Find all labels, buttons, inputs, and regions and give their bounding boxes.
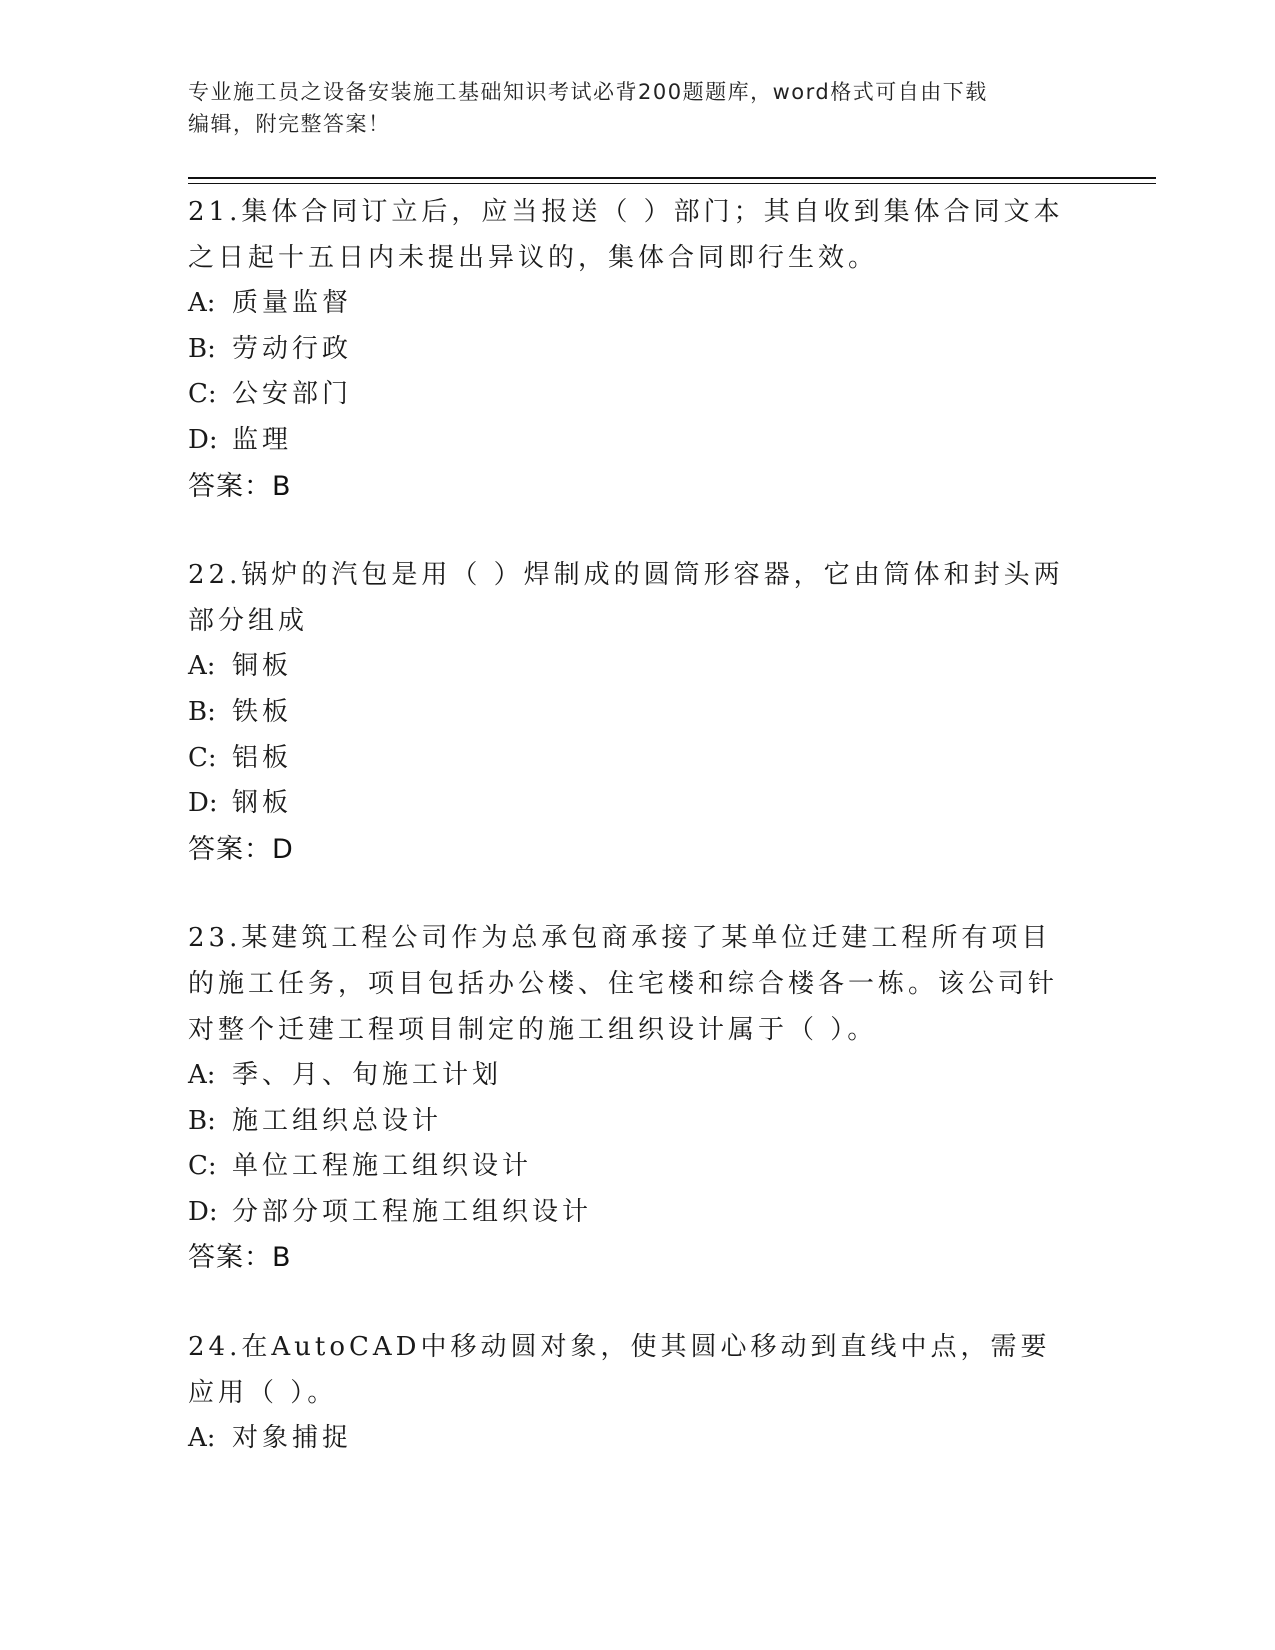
question-stem: 24.在AutoCAD中移动圆对象，使其圆心移动到直线中点，需要应用（ ）。 <box>188 1332 1051 1408</box>
option-letter: C: <box>188 379 217 410</box>
option-text: 铜板 <box>232 651 293 682</box>
header-divider-thick <box>188 177 1156 179</box>
answer-line: 答案：B <box>188 470 292 502</box>
option-c <box>188 1144 1078 1190</box>
option-text: 对象捕捉 <box>232 1423 353 1454</box>
option-text: 季、月、旬施工计划 <box>232 1060 503 1091</box>
option-a <box>188 644 1078 690</box>
option-letter: C: <box>188 742 217 773</box>
option-a <box>188 1416 1078 1462</box>
header-divider-thin <box>188 183 1156 184</box>
option-b <box>188 1099 1078 1145</box>
option-text: 劳动行政 <box>232 333 353 364</box>
option-b <box>188 690 1078 736</box>
option-letter: B: <box>188 333 216 364</box>
header-title-line-2: 编辑，附完整答案！ <box>188 112 391 136</box>
question-24 <box>188 1325 1078 1462</box>
option-a <box>188 281 1078 327</box>
option-text: 公安部门 <box>232 379 353 410</box>
option-letter: A: <box>188 1423 216 1454</box>
question-23 <box>188 916 1078 1281</box>
option-letter: A: <box>188 651 216 682</box>
option-b <box>188 327 1078 373</box>
option-letter: D: <box>188 788 218 819</box>
option-c <box>188 736 1078 782</box>
option-letter: B: <box>188 696 216 727</box>
document-header <box>188 76 1068 140</box>
option-letter: A: <box>188 288 216 319</box>
option-letter: D: <box>188 424 218 455</box>
option-text: 施工组织总设计 <box>232 1105 443 1136</box>
option-text: 分部分项工程施工组织设计 <box>232 1196 593 1227</box>
option-c <box>188 372 1078 418</box>
option-text: 单位工程施工组织设计 <box>232 1151 533 1182</box>
option-text: 钢板 <box>232 788 293 819</box>
option-text: 铝板 <box>232 742 293 773</box>
option-text: 铁板 <box>232 696 293 727</box>
option-a <box>188 1053 1078 1099</box>
option-letter: A: <box>188 1060 216 1091</box>
question-stem: 23.某建筑工程公司作为总承包商承接了某单位迁建工程所有项目的施工任务，项目包括办公楼、住宅楼和综合楼各一栋。该公司针对整个迁建工程项目制定的施工组织设计属于（ ）。 <box>188 923 1059 1045</box>
option-d <box>188 781 1078 827</box>
option-letter: B: <box>188 1105 216 1136</box>
question-22 <box>188 553 1078 872</box>
option-letter: D: <box>188 1196 218 1227</box>
option-d <box>188 418 1078 464</box>
question-stem: 21.集体合同订立后，应当报送（ ）部门；其自收到集体合同文本之日起十五日内未提出异议的，集体合同即行生效。 <box>188 197 1064 273</box>
option-letter: C: <box>188 1151 217 1182</box>
option-text: 监理 <box>232 424 293 455</box>
question-list <box>188 190 1078 1506</box>
header-title-line-1: 专业施工员之设备安装施工基础知识考试必背200题题库，word格式可自由下载 <box>188 80 988 104</box>
answer-line: 答案：D <box>188 833 294 865</box>
option-d <box>188 1190 1078 1236</box>
question-21 <box>188 190 1078 509</box>
answer-line: 答案：B <box>188 1242 292 1274</box>
question-stem: 22.锅炉的汽包是用（ ）焊制成的圆筒形容器，它由筒体和封头两部分组成 <box>188 560 1064 636</box>
option-text: 质量监督 <box>232 288 353 319</box>
